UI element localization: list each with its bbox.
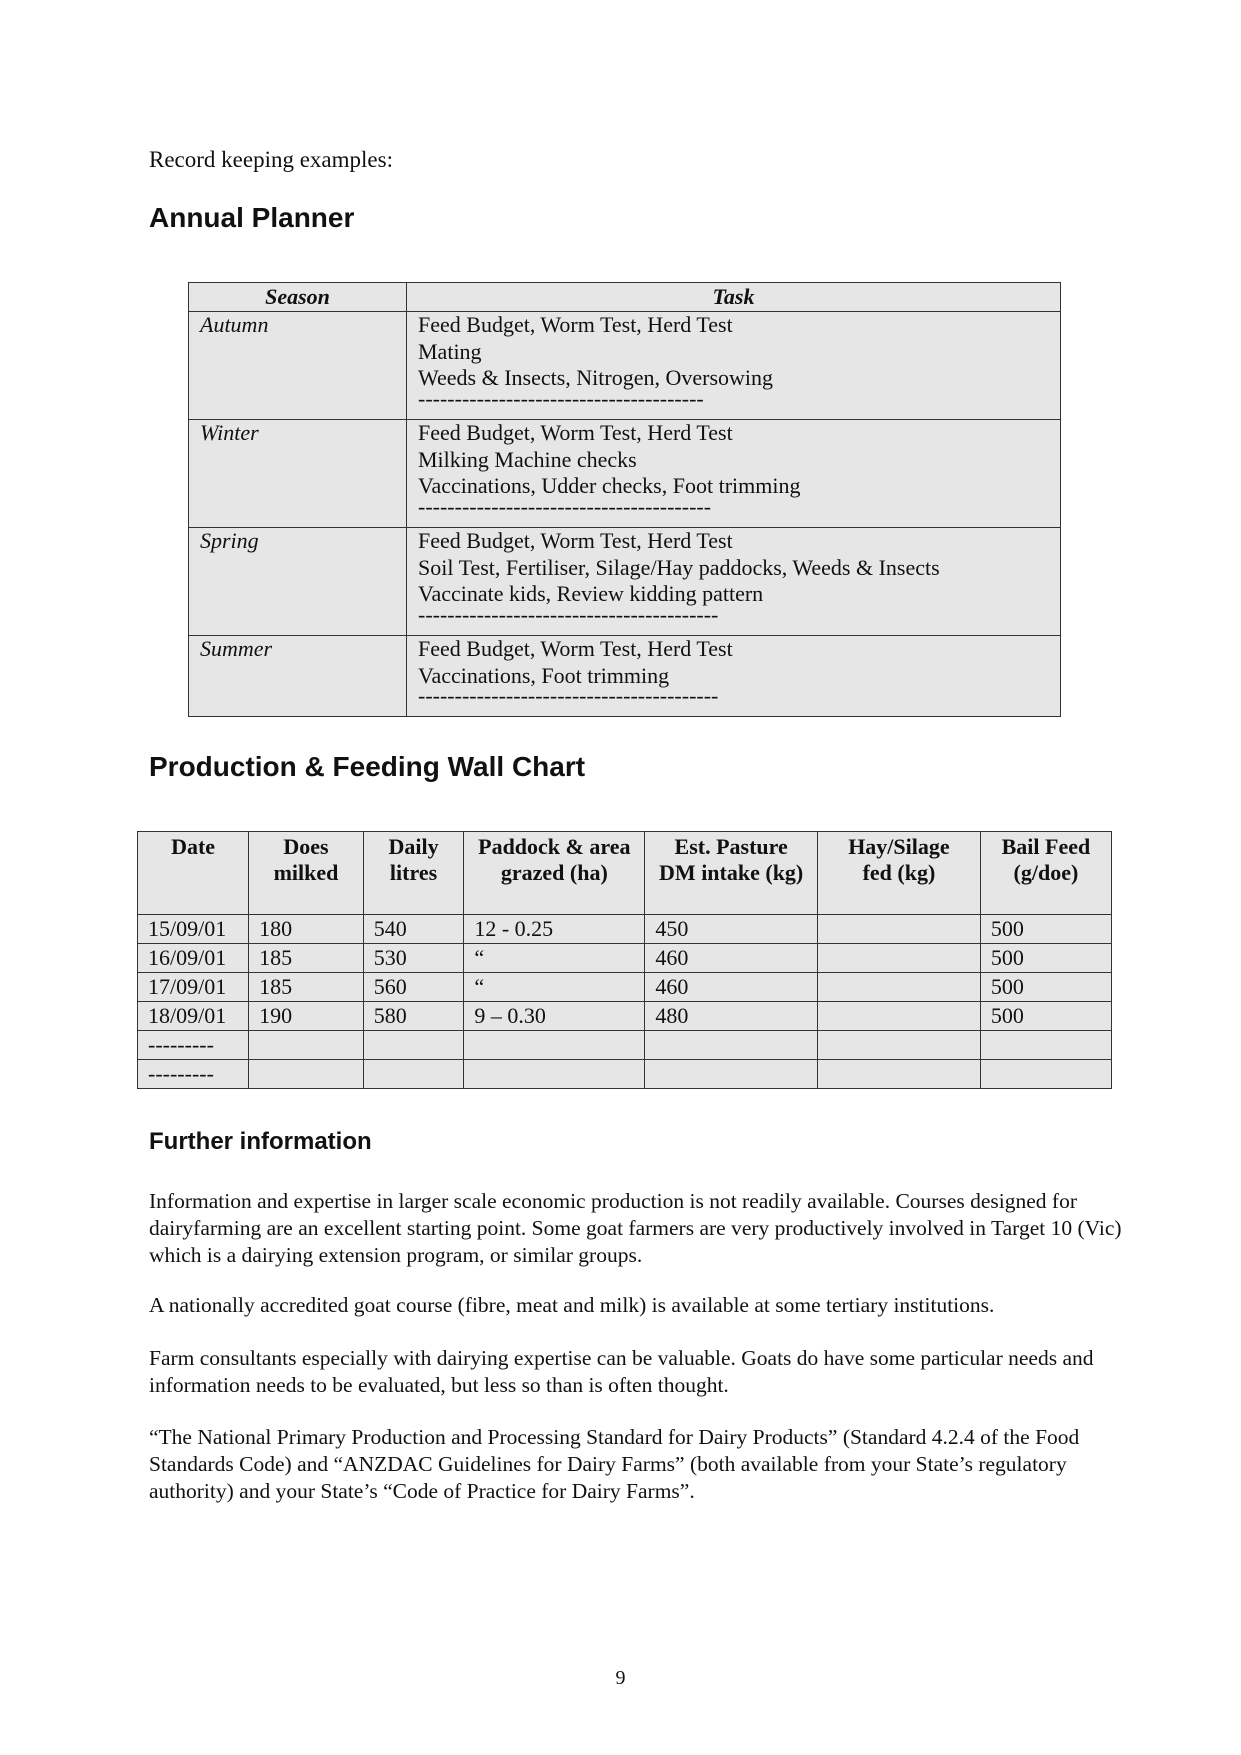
table-row — [138, 915, 1112, 944]
planner-row — [189, 420, 1061, 528]
column-header-line: Hay/Silage — [848, 834, 950, 859]
task-divider: ----------------------------------------- — [418, 683, 719, 708]
table-cell: 16/09/01 — [138, 944, 249, 973]
table-cell: 190 — [249, 1002, 364, 1031]
column-header-line: (g/doe) — [1013, 860, 1079, 885]
table-cell: 15/09/01 — [138, 915, 249, 944]
table-cell: 185 — [249, 973, 364, 1002]
table-cell: 460 — [645, 973, 818, 1002]
table-cell: 18/09/01 — [138, 1002, 249, 1031]
table-cell: 560 — [363, 973, 464, 1002]
task-cell — [407, 420, 1061, 528]
task-line: Vaccinate kids, Review kidding pattern — [418, 581, 764, 606]
task-line: Mating — [418, 338, 482, 364]
season-header: Season — [189, 283, 407, 312]
table-cell — [645, 1031, 818, 1060]
paragraph: Farm consultants especially with dairying expertise can be valuable. Goats do have some particular needs and information needs to be evaluated, but less so than is often thought. — [149, 1346, 1094, 1397]
table-cell — [818, 915, 981, 944]
table-cell — [818, 1031, 981, 1060]
table-cell — [818, 1060, 981, 1089]
task-line: Vaccinations, Foot trimming — [418, 662, 670, 688]
column-header — [464, 832, 645, 915]
production-feeding-table — [137, 831, 1112, 1089]
table-row — [138, 1031, 1112, 1060]
task-line: Milking Machine checks — [418, 446, 637, 472]
column-header-line: Paddock & area — [478, 834, 631, 859]
task-divider: ----------------------------------------- — [418, 601, 719, 627]
annual-planner-heading: Annual Planner — [149, 202, 355, 233]
task-divider: --------------------------------------- — [418, 385, 704, 411]
page-number: 9 — [615, 1667, 626, 1689]
column-header-line: Does — [283, 834, 329, 859]
season-cell: Summer — [189, 636, 407, 717]
production-chart-heading: Production & Feeding Wall Chart — [149, 751, 586, 782]
table-cell: 540 — [363, 915, 464, 944]
paragraph: “The National Primary Production and Processing Standard for Dairy Products” (Standard 4.2.4 of the Food Standards Code) and “ANZDAC Guidelines for Dairy Farms” (both available from your State’s regulatory authority) and your State’s “Code of Practice for Dairy Farms”. — [149, 1425, 1080, 1503]
table-cell: 180 — [249, 915, 364, 944]
season-cell: Winter — [189, 420, 407, 528]
table-cell — [980, 1060, 1111, 1089]
table-cell: 450 — [645, 915, 818, 944]
paragraph: Information and expertise in larger scale economic production is not readily available. Courses designed for dairyfarming are an excellent starting point. Some goat farmers are very productively involved in Target 10 (Vic) which is a dairying extension program, or similar groups. — [149, 1189, 1122, 1267]
table-row — [138, 973, 1112, 1002]
column-header-line: Date — [171, 834, 216, 859]
column-header — [138, 832, 249, 915]
table-cell: “ — [464, 973, 645, 1002]
task-line: Feed Budget, Worm Test, Herd Test — [418, 528, 733, 553]
table-cell — [249, 1031, 364, 1060]
planner-row — [189, 636, 1061, 717]
task-line: Feed Budget, Worm Test, Herd Test — [418, 636, 733, 661]
further-info-heading: Further information — [149, 1128, 372, 1155]
task-cell — [407, 528, 1061, 636]
table-cell — [464, 1031, 645, 1060]
column-header — [818, 832, 981, 915]
table-cell: 530 — [363, 944, 464, 973]
season-cell: Autumn — [189, 312, 407, 420]
column-header — [363, 832, 464, 915]
table-cell — [818, 1002, 981, 1031]
table-cell: 500 — [980, 1002, 1111, 1031]
table-cell — [249, 1060, 364, 1089]
table-cell: “ — [464, 944, 645, 973]
table-cell — [363, 1031, 464, 1060]
column-header-line: litres — [389, 860, 438, 885]
annual-planner-table — [188, 282, 1061, 717]
task-line: Weeds & Insects, Nitrogen, Oversowing — [418, 365, 774, 390]
table-cell: 500 — [980, 915, 1111, 944]
column-header-line: grazed (ha) — [500, 860, 608, 885]
task-cell — [407, 312, 1061, 420]
season-cell: Spring — [189, 528, 407, 636]
table-row — [138, 1002, 1112, 1031]
table-row — [138, 944, 1112, 973]
table-cell: --------- — [138, 1060, 249, 1089]
column-header-line: Bail Feed — [1001, 834, 1091, 859]
task-line: Feed Budget, Worm Test, Herd Test — [418, 312, 733, 337]
table-cell: 185 — [249, 944, 364, 973]
column-header-line: DM intake (kg) — [659, 860, 804, 885]
column-header-line: milked — [273, 860, 339, 885]
planner-row — [189, 312, 1061, 420]
table-cell: 500 — [980, 973, 1111, 1002]
task-cell — [407, 636, 1061, 717]
intro-text: Record keeping examples: — [149, 147, 393, 172]
table-row — [138, 1060, 1112, 1089]
column-header-line: Daily — [388, 834, 439, 859]
table-cell: 460 — [645, 944, 818, 973]
table-cell — [645, 1060, 818, 1089]
task-header: Task — [407, 283, 1061, 312]
table-cell — [464, 1060, 645, 1089]
table-cell: 580 — [363, 1002, 464, 1031]
table-cell: --------- — [138, 1031, 249, 1060]
column-header — [249, 832, 364, 915]
table-cell — [980, 1031, 1111, 1060]
table-cell: 480 — [645, 1002, 818, 1031]
table-cell: 9 – 0.30 — [464, 1002, 645, 1031]
task-line: Feed Budget, Worm Test, Herd Test — [418, 420, 733, 445]
table-cell: 12 - 0.25 — [464, 915, 645, 944]
table-cell: 500 — [980, 944, 1111, 973]
paragraph: A nationally accredited goat course (fibre, meat and milk) is available at some tertiary institutions. — [149, 1293, 995, 1317]
table-cell — [363, 1060, 464, 1089]
column-header — [980, 832, 1111, 915]
table-cell — [818, 944, 981, 973]
task-divider: ---------------------------------------- — [418, 493, 712, 519]
planner-row — [189, 528, 1061, 636]
column-header — [645, 832, 818, 915]
task-line: Vaccinations, Udder checks, Foot trimming — [418, 473, 801, 498]
table-cell — [818, 973, 981, 1002]
table-cell: 17/09/01 — [138, 973, 249, 1002]
column-header-line: fed (kg) — [862, 860, 936, 885]
column-header-line: Est. Pasture — [674, 834, 788, 859]
task-line: Soil Test, Fertiliser, Silage/Hay paddocks, Weeds & Insects — [418, 554, 940, 580]
